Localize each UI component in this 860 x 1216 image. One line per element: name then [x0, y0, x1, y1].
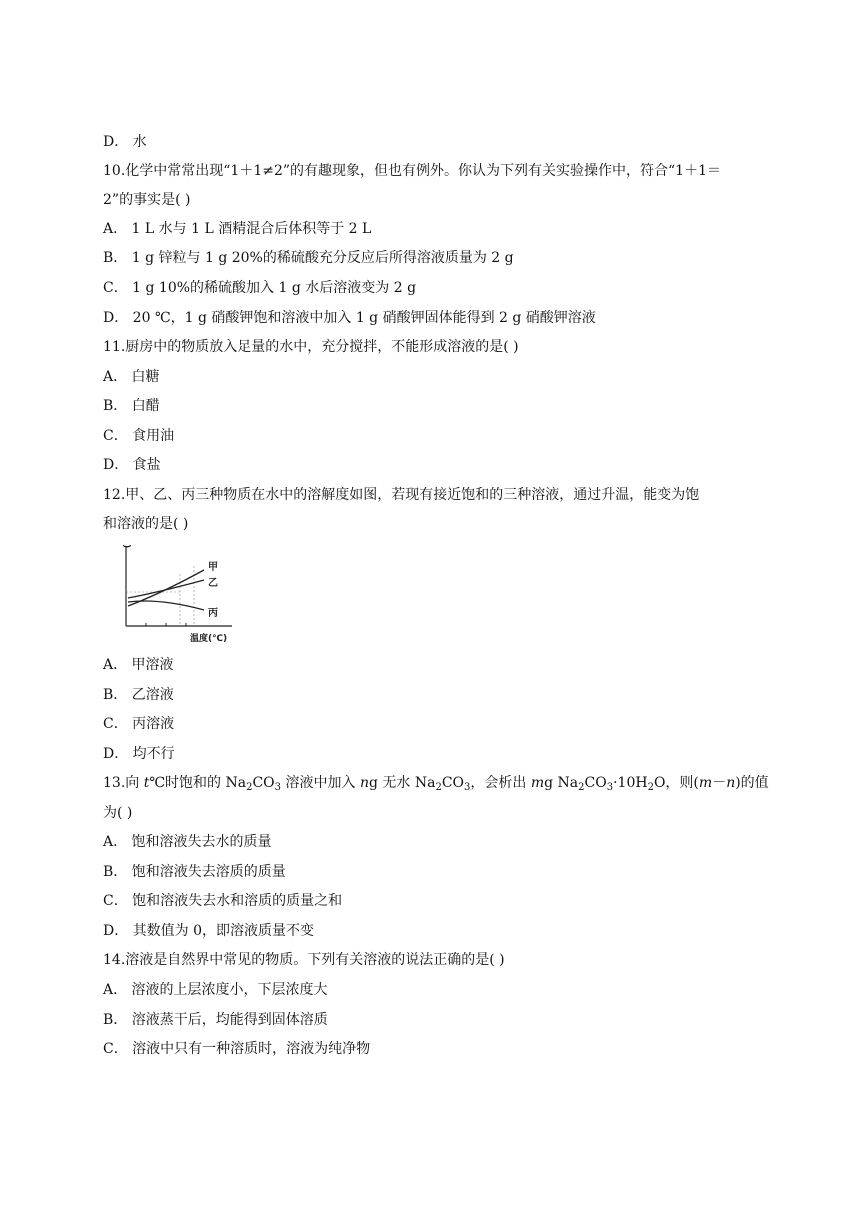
- q11-option-b: B． 白醋: [103, 398, 160, 414]
- q14-option-c: C． 溶液中只有一种溶质时，溶液为纯净物: [103, 1041, 371, 1057]
- q10-option-b: B． 1 g 锌粒与 1 g 20%的稀硫酸充分反应后所得溶液质量为 2 g: [103, 250, 514, 266]
- q11-stem: 11.厨房中的物质放入足量的水中，充分搅拌，不能形成溶液的是( ): [103, 339, 519, 355]
- q14-stem: 14.溶液是自然界中常见的物质。下列有关溶液的说法正确的是( ): [103, 952, 505, 968]
- q10-option-c: C． 1 g 10%的稀硫酸加入 1 g 水后溶液变为 2 g: [103, 280, 417, 296]
- q13-option-c: C． 饱和溶液失去水和溶质的质量之和: [103, 893, 343, 909]
- q12-option-d: D． 均不行: [103, 746, 175, 762]
- q9-option-d: D． 水: [103, 134, 147, 150]
- q13-stem-line1: 13.向 t℃时饱和的 $Na_2CO_3$ 溶液中加入 ng 无水 $Na_2CO_3$，会析出 mg $Na_2CO_3\cdot 10H_2O$，则(m－n)的值: [103, 775, 769, 793]
- graph-xlabel: 温度(℃): [190, 634, 228, 644]
- q10-stem-line2: 2”的事实是( ): [103, 192, 191, 208]
- q12-option-b: B． 乙溶液: [103, 687, 174, 703]
- q12-stem-line2: 和溶液的是( ): [103, 516, 189, 532]
- graph-label-bing: 丙: [208, 608, 218, 619]
- q11-option-a: A． 白糖: [103, 369, 160, 385]
- q10-option-a: A． 1 L 水与 1 L 酒精混合后体积等于 2 L: [103, 221, 372, 237]
- q10-option-d: D． 20 ℃，1 g 硝酸钾饱和溶液中加入 1 g 硝酸钾固体能得到 2 g 硝酸钾溶液: [103, 310, 596, 326]
- q11-option-c: C． 食用油: [103, 428, 175, 444]
- graph-label-yi: 乙: [208, 578, 218, 589]
- q13-option-b: B． 饱和溶液失去溶质的质量: [103, 864, 286, 880]
- graph-label-jia: 甲: [208, 562, 218, 573]
- q12-option-c: C． 丙溶液: [103, 716, 175, 732]
- curve-bing: [128, 601, 204, 610]
- q13-option-a: A． 饱和溶液失去水的质量: [103, 834, 272, 850]
- q13-stem-line2: 为( ): [103, 805, 133, 821]
- q12-option-a: A． 甲溶液: [103, 657, 174, 673]
- graph-ylabel: [121, 544, 133, 548]
- solubility-graph: [120, 544, 252, 648]
- q10-stem-line1: 10.化学中常常出现“1＋1≠2”的有趣现象，但也有例外。你认为下列有关实验操作中，符合“1＋1＝: [103, 163, 722, 179]
- q14-option-a: A． 溶液的上层浓度小，下层浓度大: [103, 982, 328, 998]
- q11-option-d: D． 食盐: [103, 457, 161, 473]
- q12-stem-line1: 12.甲、乙、丙三种物质在水中的溶解度如图，若现有接近饱和的三种溶液，通过升温，能变为饱: [103, 487, 700, 503]
- q13-option-d: D． 其数值为 0，即溶液质量不变: [103, 923, 315, 939]
- q14-option-b: B． 溶液蒸干后，均能得到固体溶质: [103, 1012, 328, 1028]
